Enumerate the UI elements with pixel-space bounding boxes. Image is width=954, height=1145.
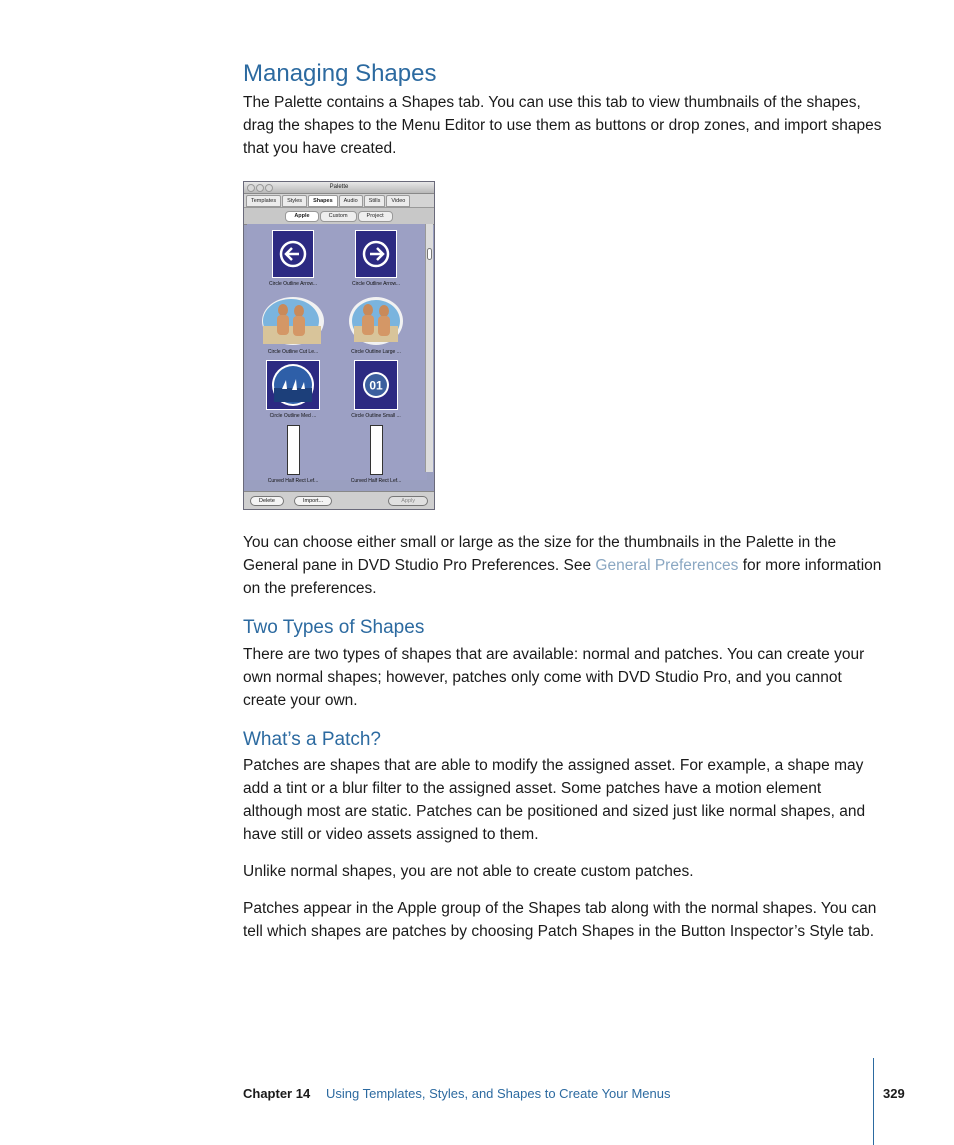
tab-styles[interactable]: Styles <box>282 195 307 207</box>
shape-item[interactable] <box>335 230 417 287</box>
shape-item[interactable] <box>252 296 334 355</box>
tab-shapes[interactable]: Shapes <box>308 195 338 207</box>
segment-project[interactable]: Project <box>358 211 393 222</box>
palette-scrollbar[interactable] <box>425 224 433 472</box>
delete-button[interactable]: Delete <box>250 496 284 506</box>
people-photo <box>348 296 404 346</box>
badge-number: 01 <box>369 378 383 393</box>
palette-window <box>243 181 435 510</box>
footer-chapter: Chapter 14 <box>243 1086 311 1101</box>
two-types-paragraph: There are two types of shapes that are available: normal and patches. You can create your own normal shapes; however, patches only come with DVD Studio Pro, and you cannot create your own. <box>243 646 865 709</box>
shape-caption: Circle Outline Arrow... <box>351 281 401 287</box>
shape-caption: Circle Outline Arrow... <box>268 281 318 287</box>
shape-group-selector <box>244 208 434 225</box>
half-rect <box>370 425 383 475</box>
thumbnail-size-paragraph <box>243 531 883 600</box>
shape-item[interactable] <box>252 360 334 419</box>
intro-paragraph: The Palette contains a Shapes tab. You can use this tab to view thumbnails of the shapes, drag the shapes to the Menu Editor to use them as buttons or drop zones, and import shapes that you have created. <box>243 94 882 157</box>
palette-titlebar <box>244 182 434 194</box>
shape-item[interactable] <box>252 425 334 484</box>
apply-button[interactable]: Apply <box>388 496 428 506</box>
patch-paragraph-1: Patches are shapes that are able to modify the assigned asset. For example, a shape may add a tint or a blur filter to the assigned asset. Some patches have a motion element although most are static. Patches can be positioned and sized just like normal shapes, and have still or video assets assigned to them. <box>243 757 866 843</box>
shape-caption: Curved Half Rect Lef... <box>267 478 319 484</box>
paragraph-text: You can choose either small or large as the size for the thumbnails in the Palette in the General pane in DVD Studio Pro Preferences. See <box>243 534 837 574</box>
patch-paragraph-2: Unlike normal shapes, you are not able to create custom patches. <box>243 863 694 880</box>
tab-templates[interactable]: Templates <box>246 195 281 207</box>
right-arrow-icon <box>355 230 397 278</box>
paragraph-text: for more information on the preferences. <box>243 557 882 597</box>
import-button[interactable]: Import... <box>294 496 332 506</box>
half-rect <box>287 425 300 475</box>
shape-item[interactable] <box>335 425 417 484</box>
footer-chapter-title: Using Templates, Styles, and Shapes to Create Your Menus <box>326 1086 671 1101</box>
shape-item[interactable] <box>252 230 334 287</box>
patch-heading: What’s a Patch? <box>243 729 382 750</box>
segment-apple[interactable]: Apple <box>285 211 318 222</box>
shapes-grid <box>247 224 427 484</box>
tab-video[interactable]: Video <box>386 195 410 207</box>
palette-tabs <box>244 194 434 208</box>
palette-button-bar <box>244 491 434 509</box>
palette-title: Palette <box>329 184 349 190</box>
shape-item[interactable] <box>335 296 417 355</box>
footer-divider <box>873 1058 874 1145</box>
shape-caption: Circle Outline Cut Le... <box>267 349 319 355</box>
left-arrow-icon <box>272 230 314 278</box>
shape-caption: Curved Half Rect Lef... <box>350 478 402 484</box>
general-preferences-link[interactable]: General Preferences <box>595 557 739 574</box>
page-number: 329 <box>883 1086 905 1101</box>
shape-item[interactable] <box>335 360 417 419</box>
scrollbar-thumb[interactable] <box>427 248 432 260</box>
tab-stills[interactable]: Stills <box>364 195 386 207</box>
number-badge <box>354 360 398 410</box>
sailboats-photo <box>266 360 320 410</box>
shape-caption: Circle Outline Med ... <box>269 413 317 419</box>
segment-custom[interactable]: Custom <box>320 211 357 222</box>
shape-caption: Circle Outline Small ... <box>351 413 401 419</box>
page-heading: Managing Shapes <box>243 60 437 87</box>
patch-paragraph-3: Patches appear in the Apple group of the Shapes tab along with the normal shapes. You can tell which shapes are patches by choosing Patch Shapes in the Button Inspector’s Style tab. <box>243 900 877 940</box>
shape-caption: Circle Outline Large ... <box>351 349 401 355</box>
two-types-heading: Two Types of Shapes <box>243 617 425 638</box>
people-photo <box>261 296 325 346</box>
tab-audio[interactable]: Audio <box>339 195 363 207</box>
